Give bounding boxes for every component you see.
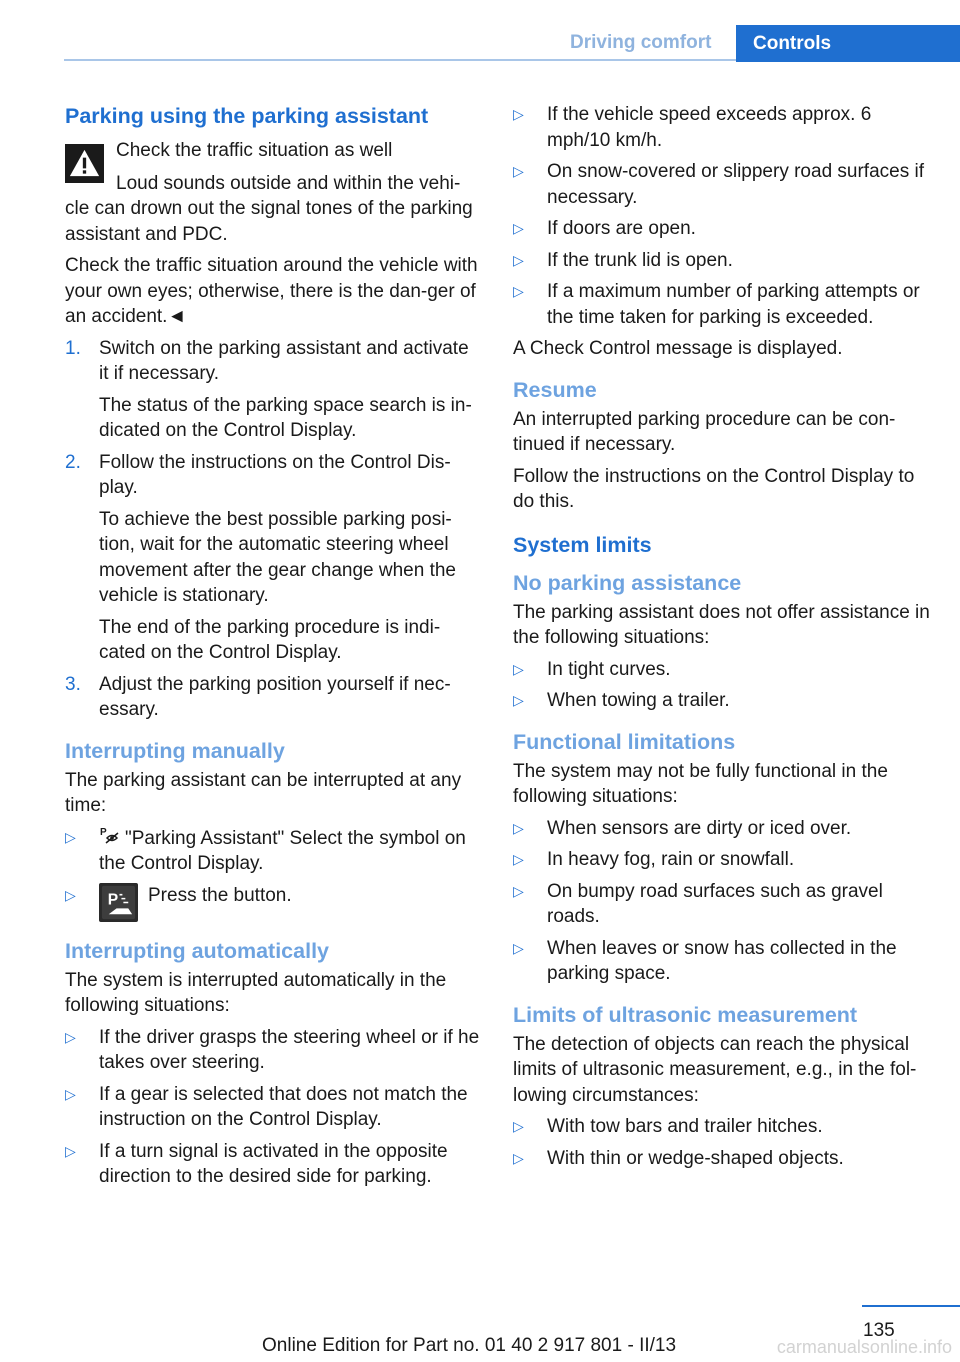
ultra-list	[513, 1114, 931, 1171]
item-text: Press the button.	[148, 884, 292, 906]
warning-triangle-icon	[65, 144, 104, 183]
list-item	[65, 1139, 483, 1190]
list-item	[513, 816, 931, 842]
item-text: On snow-covered or slippery road surfaces if necessary.	[547, 161, 924, 208]
list-item	[513, 1146, 931, 1172]
bullet-triangle-icon: ▷	[65, 886, 76, 903]
page-header	[0, 0, 960, 62]
item-text: With tow bars and trailer hitches.	[547, 1116, 823, 1137]
paragraph: The parking assistant does not offer assistance in the following situations:	[513, 601, 930, 648]
bullet-triangle-icon: ▷	[513, 819, 524, 836]
paragraph: The system is interrupted automatically in the following situations:	[65, 969, 447, 1016]
func-list	[513, 816, 931, 987]
item-text: If a turn signal is activated in the opposite direction to the desired side for parking.	[99, 1140, 448, 1187]
list-item	[65, 1082, 483, 1133]
step-number: 3.	[65, 673, 81, 695]
item-text: When sensors are dirty or iced over.	[547, 817, 852, 839]
auto-list-continued	[513, 102, 931, 330]
header-tab-controls: Controls	[736, 25, 960, 62]
list-item	[513, 1114, 931, 1140]
parking-assistant-button-icon	[99, 883, 138, 922]
warning-block	[65, 138, 483, 330]
list-item	[513, 847, 931, 873]
watermark: carmanualsonline.info	[776, 1337, 952, 1357]
step-note: The status of the parking space search is in-dicated on the Control Display.	[99, 394, 472, 441]
warning-text-1: Loud sounds outside and within the vehi-cle can drown out the signal tones of the parking assistant and PDC.	[65, 172, 473, 245]
paragraph: A Check Control message is displayed.	[513, 338, 843, 359]
bullet-triangle-icon: ▷	[513, 939, 524, 956]
step-text: Follow the instructions on the Control Dis-play.	[99, 451, 451, 498]
header-section-label: Driving comfort	[570, 32, 712, 53]
list-item	[65, 672, 483, 723]
step-note: To achieve the best possible parking posi-tion, wait for the automatic steering wheel movement after the gear change when the vehicle is stationary.	[99, 508, 457, 606]
bullet-triangle-icon: ▷	[513, 283, 524, 299]
step-note: The end of the parking procedure is indi-cated on the Control Display.	[99, 616, 441, 663]
item-text: "Parking Assistant" Select the symbol on the Control Display.	[99, 827, 466, 874]
left-column	[65, 102, 483, 1196]
paragraph: An interrupted parking procedure can be con-tinued if necessary.	[513, 408, 896, 455]
bullet-triangle-icon: ▷	[513, 692, 524, 708]
bullet-triangle-icon: ▷	[513, 882, 524, 899]
item-text: In heavy fog, rain or snowfall.	[547, 849, 795, 870]
step-text: Adjust the parking position yourself if nec-essary.	[99, 673, 451, 720]
item-text: If the vehicle speed exceeds approx. 6 mph/10 km/h.	[547, 104, 872, 151]
item-text: If the trunk lid is open.	[547, 249, 733, 271]
bullet-triangle-icon: ▷	[513, 163, 524, 179]
auto-list	[65, 1025, 483, 1190]
footer-rule	[862, 1305, 960, 1307]
step-number: 2.	[65, 451, 81, 473]
list-item	[65, 825, 483, 877]
paragraph: The detection of objects can reach the physical limits of ultrasonic measurement, e.g., in the fol-lowing circumstances:	[513, 1033, 917, 1106]
item-text: If the driver grasps the steering wheel or if he takes over steering.	[99, 1026, 480, 1073]
list-item	[513, 936, 931, 987]
manual-list	[65, 825, 483, 923]
list-item	[65, 883, 483, 923]
warning-title: Check the traffic situation as well	[116, 140, 393, 161]
svg-text:P: P	[107, 890, 119, 908]
item-text: If a maximum number of parking attempts or the time taken for parking is exceeded.	[547, 281, 920, 328]
paragraph: The system may not be fully functional in the following situations:	[513, 760, 888, 807]
list-item	[65, 336, 483, 444]
list-item	[513, 159, 931, 210]
item-text: When leaves or snow has collected in the parking space.	[547, 937, 897, 984]
list-item	[513, 657, 931, 683]
right-column	[513, 102, 931, 1177]
subheading-functional-limitations: Functional limitations	[513, 729, 736, 754]
list-item	[65, 1025, 483, 1076]
edition-label: Online Edition for Part no. 01 40 2 917 801 - II/13	[262, 1335, 677, 1356]
bullet-triangle-icon: ▷	[513, 851, 524, 867]
item-text: In tight curves.	[547, 658, 671, 680]
bullet-triangle-icon: ▷	[513, 1118, 524, 1134]
item-text: If doors are open.	[547, 218, 696, 239]
bullet-triangle-icon: ▷	[65, 1142, 76, 1159]
steps-list	[65, 336, 483, 723]
item-text: On bumpy road surfaces such as gravel roads.	[547, 880, 883, 927]
bullet-triangle-icon: ▷	[513, 220, 524, 236]
step-text: Switch on the parking assistant and activate it if necessary.	[99, 337, 469, 384]
list-item	[513, 248, 931, 274]
list-item	[513, 688, 931, 714]
bullet-triangle-icon: ▷	[65, 1028, 76, 1045]
subheading-interrupt-manual: Interrupting manually	[65, 738, 285, 763]
bullet-triangle-icon: ▷	[65, 1085, 76, 1102]
page-number: 135	[863, 1320, 895, 1341]
list-item	[513, 279, 931, 330]
bullet-triangle-icon: ▷	[513, 251, 524, 268]
bullet-triangle-icon: ▷	[513, 660, 524, 677]
section-title: Parking using the parking assistant	[65, 104, 429, 128]
step-number: 1.	[65, 337, 81, 359]
bullet-triangle-icon: ▷	[513, 1149, 524, 1166]
subheading-no-assistance: No parking assistance	[513, 570, 742, 595]
subheading-resume: Resume	[513, 377, 597, 402]
list-item	[513, 216, 931, 242]
subheading-interrupt-auto: Interrupting automatically	[65, 938, 330, 963]
bullet-triangle-icon: ▷	[513, 106, 524, 122]
parking-assistant-symbol-icon	[99, 825, 121, 847]
list-item	[65, 450, 483, 666]
item-text: If a gear is selected that does not match the instruction on the Control Display.	[99, 1083, 468, 1130]
no-assist-list	[513, 657, 931, 714]
subheading-ultrasonic-limits: Limits of ultrasonic measurement	[513, 1002, 858, 1027]
list-item	[513, 879, 931, 930]
list-item	[513, 102, 931, 153]
item-text: When towing a trailer.	[547, 690, 730, 711]
item-text: With thin or wedge-shaped objects.	[547, 1147, 844, 1169]
warning-text-2: Check the traffic situation around the vehicle with your own eyes; otherwise, there is the dan-ger of an accident.◄	[65, 255, 478, 327]
svg-text:P: P	[100, 826, 107, 838]
bullet-triangle-icon: ▷	[65, 828, 76, 845]
section-title-system-limits: System limits	[513, 532, 652, 557]
paragraph: Follow the instructions on the Control Display to do this.	[513, 465, 915, 512]
paragraph: The parking assistant can be interrupted at any time:	[65, 769, 462, 816]
